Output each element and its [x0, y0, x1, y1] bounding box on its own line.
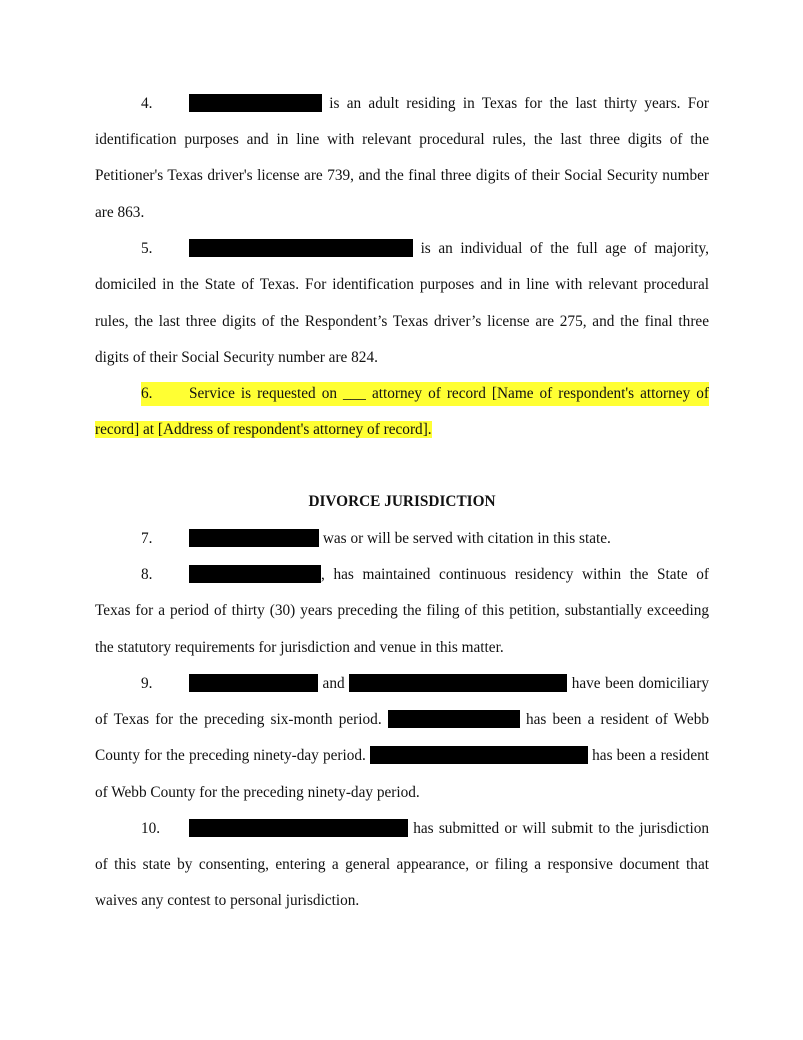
redaction-block	[370, 746, 588, 764]
paragraph-text: was or will be served with citation in this state.	[322, 530, 611, 547]
paragraph-5-line-4: digits of their Social Security number are 824.	[95, 349, 378, 366]
paragraph-number: 6.	[141, 385, 153, 402]
paragraph-text: and	[322, 675, 345, 692]
paragraph-6-line-2	[95, 418, 709, 442]
paragraph-text: County for the preceding ninety-day period.	[95, 747, 366, 764]
redaction-block	[189, 819, 408, 837]
paragraph-8-line-3: the statutory requirements for jurisdiction and venue in this matter.	[95, 639, 504, 656]
paragraph-text: has submitted or will submit to the jurisdiction	[413, 820, 710, 837]
paragraph-text: Service is requested on ___ attorney of record [Name of respondent's attorney of	[189, 385, 709, 402]
paragraph-text: of Texas for the preceding six-month period.	[95, 711, 382, 728]
paragraph-number: 8.	[141, 566, 153, 583]
section-heading: DIVORCE JURISDICTION	[308, 493, 496, 510]
paragraph-4-line-3: Petitioner's Texas driver's license are 739, and the final three digits of their Social Security number	[95, 167, 709, 184]
paragraph-4-line-4: are 863.	[95, 204, 145, 221]
redaction-block	[189, 565, 321, 583]
paragraph-10-line-3: waives any contest to personal jurisdiction.	[95, 892, 360, 909]
paragraph-8-line-2: Texas for a period of thirty (30) years preceding the filing of this petition, substantially exceeding	[95, 602, 709, 619]
paragraph-text: is an individual of the full age of majority,	[420, 240, 709, 257]
paragraph-5-line-2: domiciled in the State of Texas. For identification purposes and in line with relevant procedural	[95, 276, 709, 293]
paragraph-text: is an adult residing in Texas for the last thirty years. For	[329, 95, 709, 112]
redaction-block	[349, 674, 567, 692]
paragraph-4-line-2: identification purposes and in line with relevant procedural rules, the last three digits of the	[95, 131, 709, 148]
paragraph-5-line-3: rules, the last three digits of the Respondent’s Texas driver’s license are 275, and the final three	[95, 313, 709, 330]
paragraph-text: , has maintained continuous residency within the State of	[321, 566, 709, 583]
highlighted-text: record] at [Address of respondent's attorney of record].	[95, 421, 432, 438]
paragraph-number: 9.	[141, 675, 153, 692]
paragraph-text: has been a resident	[592, 747, 710, 764]
paragraph-text: has been a resident of Webb	[525, 711, 710, 728]
paragraph-9-line-4: of Webb County for the preceding ninety-day period.	[95, 784, 420, 801]
paragraph-5-line-1	[95, 237, 709, 261]
paragraph-10-line-2: of this state by consenting, entering a general appearance, or filing a responsive document that	[95, 856, 709, 873]
paragraph-10-line-1	[95, 817, 709, 841]
redaction-block	[189, 239, 413, 257]
paragraph-number: 4.	[141, 95, 153, 112]
paragraph-number: 7.	[141, 530, 153, 547]
paragraph-7-line-1	[95, 527, 709, 551]
paragraph-8-line-1	[95, 563, 709, 587]
paragraph-9-line-3	[95, 744, 709, 768]
paragraph-number: 10.	[141, 820, 161, 837]
redaction-block	[189, 529, 319, 547]
paragraph-text: have been domiciliary	[571, 675, 710, 692]
redaction-block	[189, 674, 318, 692]
redaction-block	[388, 710, 520, 728]
paragraph-6-line-1	[141, 382, 709, 406]
paragraph-9-line-2	[95, 708, 709, 732]
paragraph-number: 5.	[141, 240, 153, 257]
paragraph-9-line-1	[95, 672, 709, 696]
paragraph-4-line-1	[95, 92, 709, 116]
redaction-block	[189, 94, 322, 112]
